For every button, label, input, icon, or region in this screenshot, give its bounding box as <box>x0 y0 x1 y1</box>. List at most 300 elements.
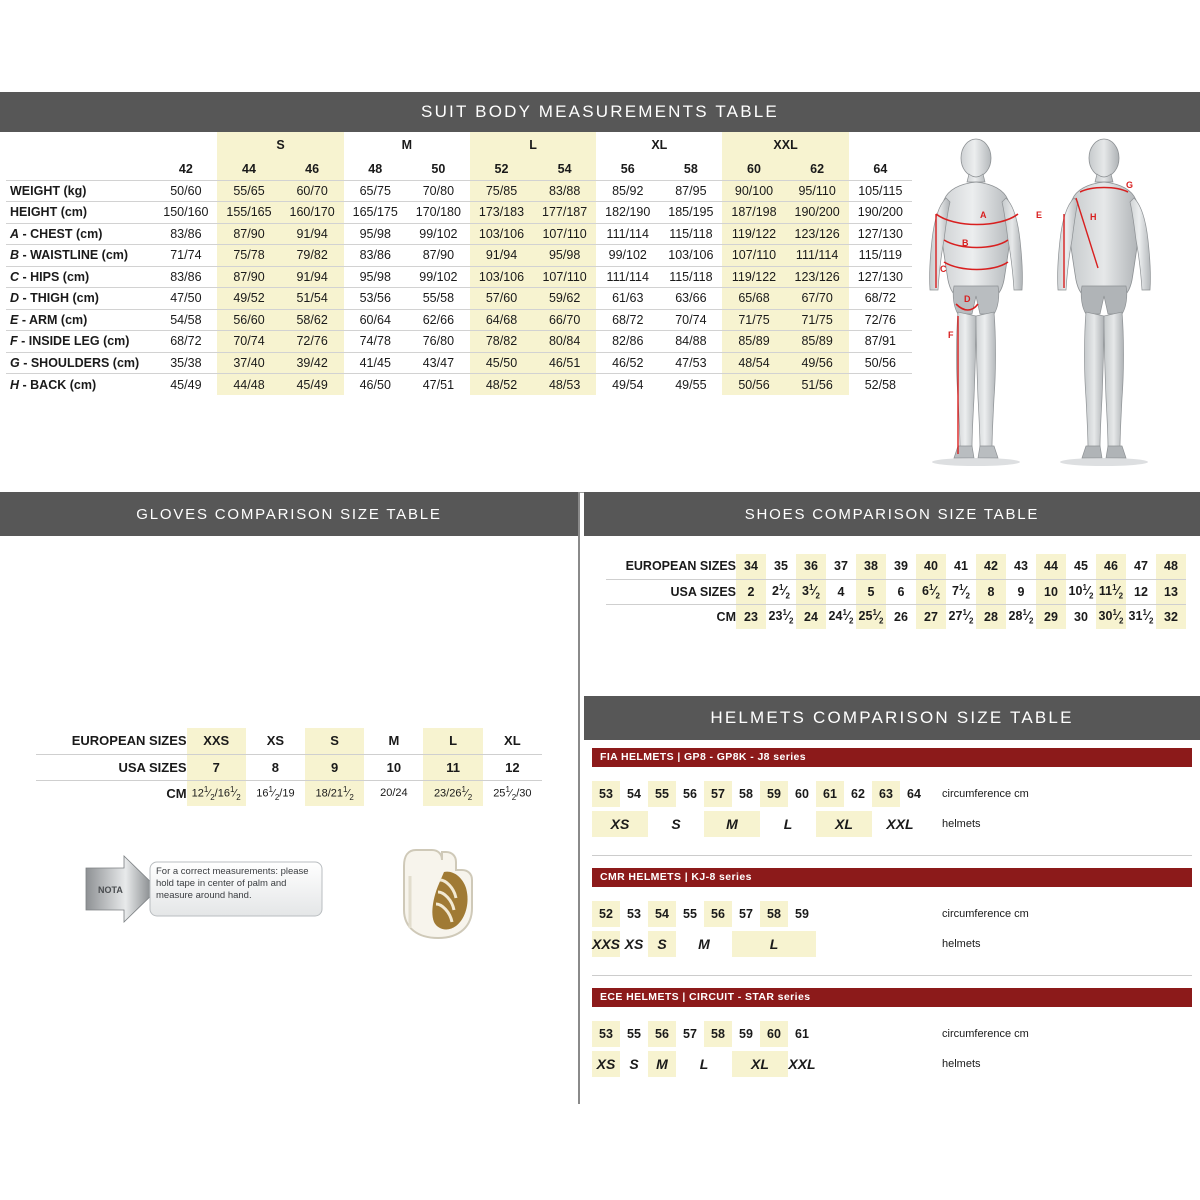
suit-cell: 127/130 <box>849 266 912 288</box>
gloves-panel <box>0 536 578 1104</box>
suit-cell: 67/70 <box>786 288 849 310</box>
gloves-table-title: GLOVES COMPARISON SIZE TABLE <box>136 505 442 523</box>
figure-back <box>1036 139 1150 466</box>
helmet-circumference-note: circumference cm <box>942 788 1029 800</box>
suit-cell: 74/78 <box>344 331 407 353</box>
suit-cell: 76/80 <box>407 331 470 353</box>
suit-cell: 78/82 <box>470 331 533 353</box>
shoes-cell: $30^1⁄_2$ <box>1096 604 1126 629</box>
suit-cell: 47/53 <box>659 352 722 374</box>
nota-callout <box>84 854 324 916</box>
suit-cell: 107/110 <box>533 266 596 288</box>
suit-cell: 72/76 <box>281 331 344 353</box>
shoes-cell: $25^1⁄_2$ <box>856 604 886 629</box>
suit-size-number: 50 <box>431 161 446 176</box>
helmet-circumference-cell: 63 <box>872 781 900 807</box>
suit-cell: 111/114 <box>596 266 659 288</box>
figure-label-d: D <box>964 294 971 304</box>
suit-table-row <box>6 202 912 224</box>
shoes-cell: 35 <box>766 554 796 579</box>
suit-cell: 85/92 <box>596 180 659 202</box>
suit-cell: 35/38 <box>154 352 217 374</box>
helmet-circumference-cell: 58 <box>760 901 788 927</box>
helmets-table-header <box>584 696 1200 740</box>
suit-cell: 103/106 <box>470 223 533 245</box>
shoes-cell: 10 <box>1036 579 1066 604</box>
suit-cell: 52/58 <box>849 374 912 396</box>
shoes-cell: 36 <box>796 554 826 579</box>
shoes-row-label: EUROPEAN SIZES <box>606 554 736 579</box>
gloves-cell: S <box>305 728 364 754</box>
suit-cell: 65/68 <box>722 288 785 310</box>
suit-cell: 64/68 <box>470 309 533 331</box>
helmet-circumference-cell: 53 <box>592 781 620 807</box>
helmet-size-cell: XS <box>592 811 648 837</box>
gloves-cell: $16^1⁄_2/19$ <box>256 784 295 802</box>
suit-cell: 59/62 <box>533 288 596 310</box>
suit-table-row <box>6 266 912 288</box>
suit-cell: 37/40 <box>217 352 280 374</box>
gloves-cell: 7 <box>187 754 246 780</box>
suit-cell: 185/195 <box>659 202 722 224</box>
helmet-circumference-cell: 57 <box>683 1027 697 1041</box>
suit-cell: 70/74 <box>659 309 722 331</box>
shoes-table-title: SHOES COMPARISON SIZE TABLE <box>744 505 1040 523</box>
suit-cell: 99/102 <box>596 245 659 267</box>
suit-row-label: G - SHOULDERS (cm) <box>6 352 154 374</box>
helmet-circumference-cell: 54 <box>648 901 676 927</box>
shoes-cell: 2 <box>736 579 766 604</box>
suit-cell: 160/170 <box>281 202 344 224</box>
suit-cell: 190/200 <box>849 202 912 224</box>
helmet-sizes-row <box>592 929 1192 959</box>
shoes-table-row <box>606 604 1186 629</box>
helmet-helmets-note: helmets <box>942 818 981 830</box>
helmet-size-cell: XS <box>624 936 644 952</box>
suit-size-number: 46 <box>281 158 344 180</box>
gloves-grid <box>36 728 542 806</box>
suit-cell: 91/94 <box>281 266 344 288</box>
suit-cell: 39/42 <box>281 352 344 374</box>
helmet-circumference-cell: 59 <box>760 781 788 807</box>
suit-cell: 83/88 <box>533 180 596 202</box>
helmet-size-cell: M <box>698 936 710 952</box>
suit-cell: 95/98 <box>533 245 596 267</box>
suit-cell: 190/200 <box>786 202 849 224</box>
helmet-circumference-note: circumference cm <box>942 908 1029 920</box>
nota-arrow-graphic <box>84 854 324 924</box>
shoes-cell: 5 <box>856 579 886 604</box>
helmet-section <box>592 988 1192 1091</box>
helmet-size-cell: XL <box>816 811 872 837</box>
suit-cell: 70/74 <box>217 331 280 353</box>
mannequin-illustration <box>914 136 1196 488</box>
shoes-cell: $31^1⁄_2$ <box>1128 607 1154 626</box>
helmet-circumference-cell: 62 <box>851 787 865 801</box>
shoes-cell: 40 <box>916 554 946 579</box>
suit-cell: 46/52 <box>596 352 659 374</box>
suit-row-label: C - HIPS (cm) <box>6 266 154 288</box>
suit-cell: 68/72 <box>849 288 912 310</box>
suit-cell: 68/72 <box>154 331 217 353</box>
helmet-size-cell: M <box>648 1051 676 1077</box>
helmet-helmets-note: helmets <box>942 938 981 950</box>
helmet-circumference-cell: 60 <box>795 787 809 801</box>
gloves-cell: L <box>423 728 482 754</box>
suit-size-number: 62 <box>786 158 849 180</box>
suit-cell: 95/98 <box>344 223 407 245</box>
suit-size-number: 54 <box>533 158 596 180</box>
helmet-size-cell: XXS <box>592 931 620 957</box>
shoes-cell: $11^1⁄_2$ <box>1096 579 1126 604</box>
shoes-row-label: USA SIZES <box>606 579 736 604</box>
suit-cell: 105/115 <box>849 180 912 202</box>
suit-row-label: WEIGHT (kg) <box>6 180 154 202</box>
size-chart-sheet <box>0 92 1200 1104</box>
helmet-circumference-cell: 56 <box>683 787 697 801</box>
suit-cell: 41/45 <box>344 352 407 374</box>
suit-size-number: 64 <box>873 161 888 176</box>
suit-cell: 111/114 <box>786 245 849 267</box>
suit-cell: 47/51 <box>407 374 470 396</box>
suit-cell: 58/62 <box>281 309 344 331</box>
helmet-circumference-row <box>592 1019 1192 1049</box>
suit-cell: 115/118 <box>659 266 722 288</box>
suit-cell: 99/102 <box>407 266 470 288</box>
suit-cell: 85/89 <box>786 331 849 353</box>
suit-cell: 95/110 <box>786 180 849 202</box>
suit-table-row <box>6 245 912 267</box>
suit-cell: 43/47 <box>407 352 470 374</box>
suit-cell: 61/63 <box>596 288 659 310</box>
vertical-divider <box>578 492 580 1104</box>
suit-cell: 123/126 <box>786 223 849 245</box>
helmet-section-body <box>592 899 1192 971</box>
suit-cell: 177/187 <box>533 202 596 224</box>
gloves-cell: 12 <box>483 754 542 780</box>
suit-cell: 99/102 <box>407 223 470 245</box>
gloves-cell: 8 <box>246 754 305 780</box>
suit-cell: 51/54 <box>281 288 344 310</box>
gloves-size-table <box>36 728 542 806</box>
helmet-size-cell: XXL <box>788 1056 816 1072</box>
suit-cell: 115/118 <box>659 223 722 245</box>
suit-cell: 48/52 <box>470 374 533 396</box>
shoes-cell: 24 <box>796 604 826 629</box>
helmet-circumference-cell: 55 <box>648 781 676 807</box>
suit-cell: 119/122 <box>722 266 785 288</box>
shoes-table-header <box>584 492 1200 536</box>
suit-size-number: 58 <box>683 161 698 176</box>
suit-cell: 46/50 <box>344 374 407 396</box>
suit-cell: 51/56 <box>786 374 849 396</box>
suit-cell: 85/89 <box>722 331 785 353</box>
suit-row-label: E - ARM (cm) <box>6 309 154 331</box>
shoes-cell: $27^1⁄_2$ <box>948 607 974 626</box>
suit-row-label: H - BACK (cm) <box>6 374 154 396</box>
helmet-circumference-cell: 59 <box>739 1027 753 1041</box>
helmet-sizes-row <box>592 809 1192 839</box>
shoes-cell: $3^1⁄_2$ <box>796 579 826 604</box>
suit-cell: 68/72 <box>596 309 659 331</box>
suit-cell: 123/126 <box>786 266 849 288</box>
suit-cell: 71/74 <box>154 245 217 267</box>
suit-cell: 165/175 <box>344 202 407 224</box>
suit-table-header <box>0 92 1200 132</box>
suit-size-number: 56 <box>620 161 635 176</box>
gloves-table-row <box>36 754 542 780</box>
suit-cell: 45/49 <box>281 374 344 396</box>
shoes-cell: 37 <box>826 554 856 579</box>
shoes-table-row <box>606 579 1186 604</box>
gloves-cell: XXS <box>187 728 246 754</box>
suit-grid <box>6 132 912 395</box>
helmet-size-cell: L <box>699 1056 709 1072</box>
helmet-circumference-cell: 53 <box>627 907 641 921</box>
shoes-row-label: CM <box>716 609 736 624</box>
suit-cell: 56/60 <box>217 309 280 331</box>
gloves-table-row <box>36 728 542 754</box>
suit-size-group-row <box>6 132 912 158</box>
suit-cell: 103/106 <box>659 245 722 267</box>
helmet-size-cell: M <box>704 811 760 837</box>
gloves-cell: $12^1⁄_2/16^1⁄_2$ <box>187 780 246 806</box>
shoes-cell: 26 <box>894 609 908 624</box>
suit-cell: 71/75 <box>722 309 785 331</box>
gloves-cell: 9 <box>305 754 364 780</box>
helmet-circumference-cell: 57 <box>739 907 753 921</box>
suit-cell: 49/56 <box>786 352 849 374</box>
shoes-cell: 44 <box>1036 554 1066 579</box>
shoes-cell: 23 <box>736 604 766 629</box>
suit-table-row <box>6 352 912 374</box>
shoes-cell: 41 <box>946 554 976 579</box>
suit-size-number: 60 <box>722 158 785 180</box>
shoes-cell: $6^1⁄_2$ <box>916 579 946 604</box>
suit-size-number-row <box>6 158 912 180</box>
suit-cell: 90/100 <box>722 180 785 202</box>
helmet-size-cell: L <box>732 931 816 957</box>
suit-cell: 170/180 <box>407 202 470 224</box>
suit-cell: 62/66 <box>407 309 470 331</box>
suit-cell: 150/160 <box>154 202 217 224</box>
suit-cell: 107/110 <box>533 223 596 245</box>
shoes-cell: 45 <box>1066 554 1096 579</box>
gloves-cell: 11 <box>423 754 482 780</box>
suit-cell: 127/130 <box>849 223 912 245</box>
shoes-grid <box>606 554 1186 629</box>
helmet-circumference-row <box>592 899 1192 929</box>
helmet-circumference-cell: 56 <box>648 1021 676 1047</box>
helmet-size-cell: XXL <box>886 816 914 832</box>
suit-cell: 87/90 <box>407 245 470 267</box>
suit-cell: 55/58 <box>407 288 470 310</box>
suit-cell: 84/88 <box>659 331 722 353</box>
figure-front <box>930 139 1023 466</box>
suit-size-number: 48 <box>368 161 383 176</box>
helmet-circumference-cell: 58 <box>739 787 753 801</box>
helmet-size-cell: L <box>783 816 793 832</box>
helmet-circumference-cell: 54 <box>627 787 641 801</box>
suit-cell: 83/86 <box>154 266 217 288</box>
suit-cell: 173/183 <box>470 202 533 224</box>
helmet-circumference-cell: 52 <box>592 901 620 927</box>
suit-row-label: HEIGHT (cm) <box>6 202 154 224</box>
shoes-cell: 39 <box>886 554 916 579</box>
suit-cell: 57/60 <box>470 288 533 310</box>
shoes-cell: 38 <box>856 554 886 579</box>
shoes-table-row <box>606 554 1186 579</box>
helmet-sizes-row <box>592 1049 1192 1079</box>
gloves-cell: $23/26^1⁄_2$ <box>423 780 482 806</box>
helmet-circumference-cell: 57 <box>704 781 732 807</box>
helmet-section-bar: FIA HELMETS | GP8 - GP8K - J8 series <box>592 748 1192 767</box>
suit-cell: 49/54 <box>596 374 659 396</box>
gloves-cell: $18/21^1⁄_2$ <box>305 780 364 806</box>
suit-cell: 66/70 <box>533 309 596 331</box>
suit-cell: 49/55 <box>659 374 722 396</box>
shoes-cell: 46 <box>1096 554 1126 579</box>
suit-table-row <box>6 288 912 310</box>
suit-cell: 75/85 <box>470 180 533 202</box>
spacer-cell <box>6 158 154 180</box>
shoes-cell: 13 <box>1156 579 1186 604</box>
helmet-section-divider <box>592 975 1192 976</box>
helmet-section-body <box>592 779 1192 851</box>
helmet-circumference-note: circumference cm <box>942 1028 1029 1040</box>
helmet-circumference-cell: 58 <box>704 1021 732 1047</box>
gloves-cell: $25^1⁄_2/30$ <box>493 784 532 802</box>
suit-size-group-s: S <box>217 132 343 158</box>
suit-measurements-table <box>6 132 912 395</box>
suit-row-label: D - THIGH (cm) <box>6 288 154 310</box>
suit-cell: 182/190 <box>596 202 659 224</box>
shoes-cell: 27 <box>916 604 946 629</box>
helmets-table-title: HELMETS COMPARISON SIZE TABLE <box>710 708 1074 727</box>
suit-cell: 70/80 <box>407 180 470 202</box>
shoes-cell: 4 <box>826 579 856 604</box>
suit-cell: 83/86 <box>344 245 407 267</box>
helmet-size-cell: S <box>629 1056 639 1072</box>
body-measurement-figures <box>914 136 1196 488</box>
hand-measurement-illustration <box>386 836 496 946</box>
gloves-cell: 20/24 <box>380 787 408 800</box>
shoes-cell: $24^1⁄_2$ <box>828 607 854 626</box>
hand-icon <box>386 836 496 946</box>
figure-label-h: H <box>1090 212 1097 222</box>
suit-size-group-xl: XL <box>651 138 668 152</box>
helmet-circumference-cell: 61 <box>816 781 844 807</box>
suit-cell: 55/65 <box>217 180 280 202</box>
suit-table-block <box>0 132 1200 492</box>
suit-cell: 91/94 <box>470 245 533 267</box>
suit-cell: 87/90 <box>217 266 280 288</box>
shoes-cell: 34 <box>736 554 766 579</box>
spacer-cell <box>154 132 217 158</box>
gloves-cell: XS <box>246 728 305 754</box>
shoes-cell: 42 <box>976 554 1006 579</box>
suit-table-row <box>6 374 912 396</box>
helmet-size-cell: XS <box>592 1051 620 1077</box>
figure-label-g: G <box>1126 180 1134 190</box>
shoes-cell: 28 <box>976 604 1006 629</box>
gloves-row-label: CM <box>166 785 187 801</box>
shoes-cell: $10^1⁄_2$ <box>1066 579 1096 604</box>
gloves-table-header <box>0 492 578 536</box>
suit-row-label: B - WAISTLINE (cm) <box>6 245 154 267</box>
suit-size-number: 42 <box>178 161 193 176</box>
suit-cell: 82/86 <box>596 331 659 353</box>
suit-table-row <box>6 223 912 245</box>
figure-label-f: F <box>948 330 954 340</box>
suit-cell: 46/51 <box>533 352 596 374</box>
helmet-circumference-cell: 61 <box>795 1027 809 1041</box>
suit-cell: 87/90 <box>217 223 280 245</box>
suit-row-label: F - INSIDE LEG (cm) <box>6 331 154 353</box>
suit-size-number: 44 <box>217 158 280 180</box>
shoes-cell: 48 <box>1156 554 1186 579</box>
figure-label-c: C <box>940 264 947 274</box>
helmet-section <box>592 748 1192 856</box>
helmet-circumference-cell: 53 <box>592 1021 620 1047</box>
suit-cell: 95/98 <box>344 266 407 288</box>
spacer-cell <box>6 132 154 158</box>
suit-row-label: A - CHEST (cm) <box>6 223 154 245</box>
shoes-cell: 47 <box>1126 554 1156 579</box>
gloves-cell: M <box>364 728 423 754</box>
helmet-section-body <box>592 1019 1192 1091</box>
figure-label-a: A <box>980 210 987 220</box>
shoes-cell: $7^1⁄_2$ <box>946 579 976 604</box>
suit-cell: 107/110 <box>722 245 785 267</box>
shoes-cell: 43 <box>1006 554 1036 579</box>
helmet-circumference-cell: 64 <box>907 787 921 801</box>
helmet-circumference-cell: 55 <box>627 1027 641 1041</box>
suit-cell: 49/52 <box>217 288 280 310</box>
shoes-panel <box>584 536 1200 696</box>
helmet-helmets-note: helmets <box>942 1058 981 1070</box>
helmet-section-bar: ECE HELMETS | CIRCUIT - STAR series <box>592 988 1192 1007</box>
helmet-section-divider <box>592 855 1192 856</box>
gloves-cell: XL <box>483 728 542 754</box>
helmet-size-cell: S <box>648 931 676 957</box>
suit-cell: 83/86 <box>154 223 217 245</box>
suit-cell: 79/82 <box>281 245 344 267</box>
suit-cell: 48/53 <box>533 374 596 396</box>
suit-table-row <box>6 331 912 353</box>
suit-cell: 119/122 <box>722 223 785 245</box>
helmet-section <box>592 868 1192 976</box>
suit-cell: 60/64 <box>344 309 407 331</box>
helmet-circumference-cell: 56 <box>704 901 732 927</box>
helmet-size-cell: XL <box>732 1051 788 1077</box>
figure-label-e: E <box>1036 210 1043 220</box>
suit-cell: 60/70 <box>281 180 344 202</box>
suit-cell: 75/78 <box>217 245 280 267</box>
suit-size-group-l: L <box>470 132 596 158</box>
suit-cell: 54/58 <box>154 309 217 331</box>
suit-cell: 48/54 <box>722 352 785 374</box>
shoes-cell: 32 <box>1156 604 1186 629</box>
suit-cell: 50/60 <box>154 180 217 202</box>
suit-cell: 50/56 <box>722 374 785 396</box>
suit-size-number: 52 <box>470 158 533 180</box>
shoes-cell: $23^1⁄_2$ <box>768 607 794 626</box>
shoes-size-table <box>606 554 1186 629</box>
suit-size-group-xxl: XXL <box>722 132 848 158</box>
suit-cell: 91/94 <box>281 223 344 245</box>
helmet-circumference-cell: 59 <box>795 907 809 921</box>
